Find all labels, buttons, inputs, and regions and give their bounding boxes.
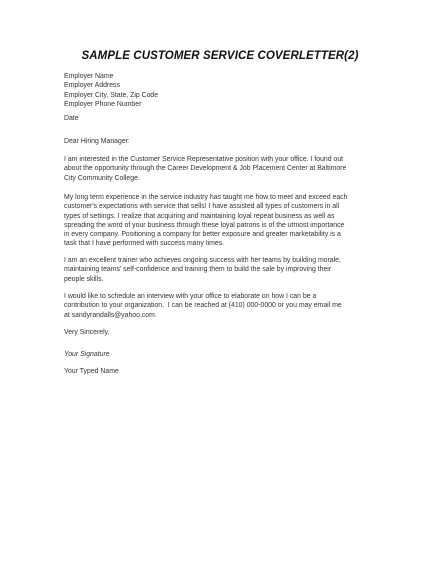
paragraph-4 [64,292,400,320]
closing-text: Very Sincerely, [64,329,110,336]
paragraph-line: maintaining teams' self-confidence and training them to build the sale by improving their [64,266,332,274]
paragraph-line: City Community College. [64,174,140,182]
paragraph-line: customer's expectations with service that sells! I have assisted all types of customers in all [64,203,340,211]
paragraph-3 [64,256,400,284]
employer-city-state-zip: Employer City, State, Zip Code [64,91,159,99]
paragraph-2 [64,193,400,249]
date-label: Date [64,115,79,122]
paragraph-line: I would like to schedule an interview with your office to elaborate on how I can be a [64,293,317,300]
paragraph-line: contribution to your organization. I can be reached at (410) 000-0000 or you may email me [64,302,342,310]
signature [64,350,400,359]
paragraph-line: task that I have performed with success many times. [64,240,225,248]
salutation-text: Dear Hiring Manager: [64,138,130,145]
employer-name: Employer Name [64,73,114,80]
paragraph-line: spreading the word of your business through these loyal patrons is of the utmost importance [64,221,345,229]
employer-block [64,72,400,109]
salutation [64,137,400,146]
paragraph-line: in every company. Positioning a company for better exposure and greater marketability is a [64,231,341,239]
paragraph-line: about the opportunity through the Career Development & Job Placement Center at Baltimore [64,165,347,173]
document-title: SAMPLE CUSTOMER SERVICE COVERLETTER(2) [81,50,359,62]
paragraph-line: at sandyrandalls@yahoo.com. [64,311,157,319]
signature-text: Your Signature [64,351,110,358]
typed-name-text: Your Typed Name [64,368,119,375]
paragraph-1 [64,155,400,183]
typed-name [64,367,400,376]
paragraph-line: My long term experience in the service industry has taught me how to meet and exceed each [64,194,348,201]
employer-address: Employer Address [64,82,120,90]
date-line [64,114,400,123]
closing [64,328,400,337]
paragraph-line: I am an excellent trainer who achieves ongoing success with her teams by building morale, [64,257,341,264]
employer-phone: Employer Phone Number [64,100,142,108]
paragraph-line: I am interested in the Customer Service Representative position with your office. I found out [64,156,344,163]
paragraph-line: people skills. [64,275,104,283]
paragraph-line: types of settings. I realize that acquiring and maintaining loyal repeat business as well as [64,212,335,220]
